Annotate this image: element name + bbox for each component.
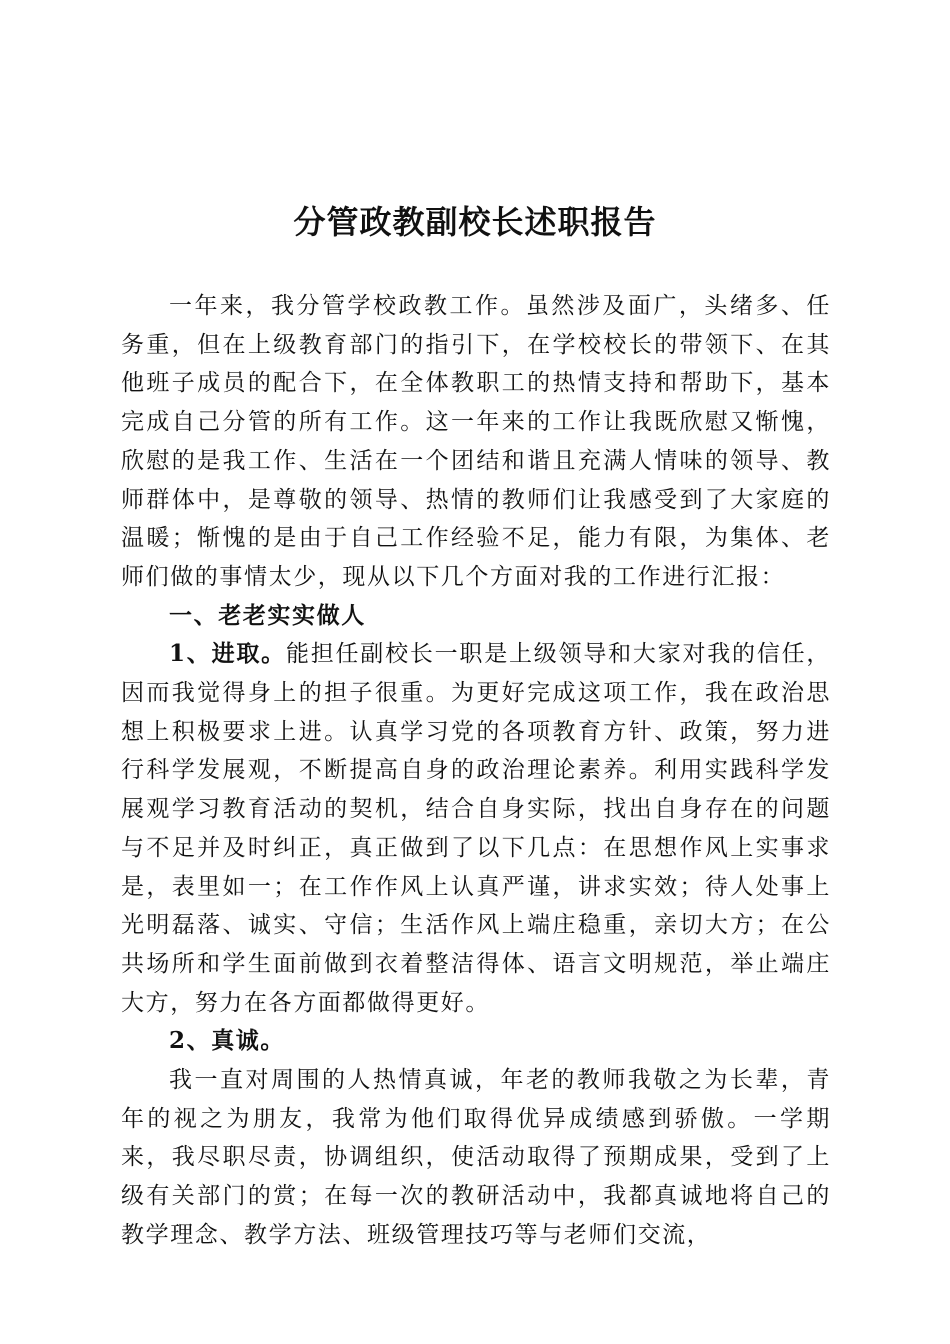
section-heading-1: 一、老老实实做人: [169, 601, 366, 629]
item-2-heading: 2、真诚。: [169, 1027, 286, 1055]
intro-paragraph: 一年来，我分管学校政教工作。虽然涉及面广，头绪多、任务重，但在上级教育部门的指引下，在学校校长的带领下、在其他班子成员的配合下，在全体教职工的热情支持和帮助下，基本完成自己分管的所有工作。这一年来的工作让我既欣慰又惭愧，欣慰的是我工作、生活在一个团结和谐且充满人情味的领导、教师群体中，是尊敬的领导、热情的教师们让我感受到了大家庭的温暖；惭愧的是由于自己工作经验不足，能力有限，为集体、老师们做的事情太少，现从以下几个方面对我的工作进行汇报：: [121, 293, 831, 590]
item-2-paragraph: 我一直对周围的人热情真诚，年老的教师我敬之为长辈，青年的视之为朋友，我常为他们取得优异成绩感到骄傲。一学期来，我尽职尽责，协调组织，使活动取得了预期成果，受到了上级有关部门的赏；在每一次的教研活动中，我都真诚地将自己的教学理念、教学方法、班级管理技巧等与老师们交流，: [121, 1067, 831, 1248]
item-1-label: 1、进取。: [169, 640, 286, 668]
document-title: 分管政教副校长述职报告: [293, 203, 657, 241]
document-body: [121, 287, 831, 1255]
item-1-text: 能担任副校长一职是上级领导和大家对我的信任，因而我觉得身上的担子很重。为更好完成这项工作，我在政治思想上积极要求上进。认真学习党的各项教育方针、政策，努力进行科学发展观，不断提高自身的政治理论素养。利用实践科学发展观学习教育活动的契机，结合自身实际，找出自身存在的问题与不足并及时纠正，真正做到了以下几点：在思想作风上实事求是，表里如一；在工作作风上认真严谨，讲求实效；待人处事上光明磊落、诚实、守信；生活作风上端庄稳重，亲切大方；在公共场所和学生面前做到衣着整洁得体、语言文明规范，举止端庄大方，努力在各方面都做得更好。: [121, 641, 831, 1016]
item-1-paragraph: [121, 635, 831, 1022]
